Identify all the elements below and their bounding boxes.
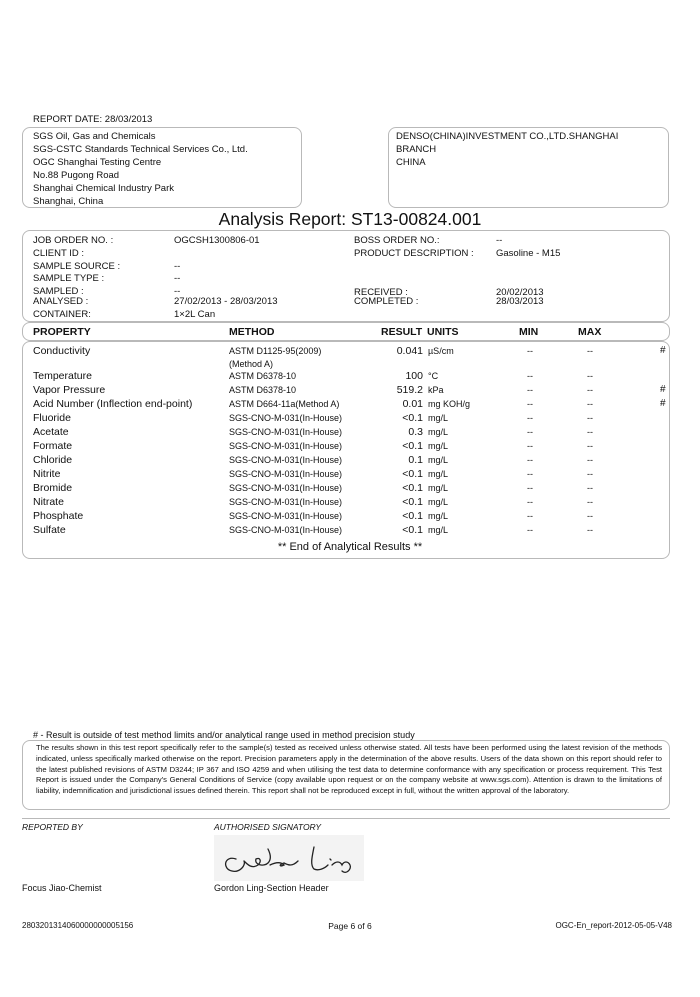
job-order-value: OGCSH1300806-01 (174, 235, 260, 246)
result-cell: <0.1 (402, 510, 423, 522)
max-cell: -- (587, 441, 593, 451)
unit-cell: kPa (428, 385, 444, 395)
table-row (0, 509, 700, 524)
result-cell: <0.1 (402, 482, 423, 494)
method-cell: SGS-CNO-M-031(In-House) (229, 511, 343, 521)
result-cell: <0.1 (402, 524, 423, 536)
lab-address (33, 130, 248, 208)
handwritten-signature (214, 835, 364, 881)
max-cell: -- (587, 483, 593, 493)
method-cell: SGS-CNO-M-031(In-House) (229, 413, 343, 423)
container-label: CONTAINER: (33, 309, 91, 320)
property-cell: Conductivity (33, 345, 91, 357)
property-cell: Nitrite (33, 468, 61, 480)
method-cell-continued: (Method A) (229, 359, 274, 369)
min-cell: -- (527, 427, 533, 437)
property-cell: Sulfate (33, 524, 66, 536)
sample-source-value: -- (174, 261, 181, 272)
unit-cell: mg/L (428, 525, 449, 535)
header-max: MAX (578, 326, 602, 338)
method-cell: SGS-CNO-M-031(In-House) (229, 427, 343, 437)
received-value: 20/02/2013 (496, 287, 544, 298)
method-cell: SGS-CNO-M-031(In-House) (229, 441, 343, 451)
completed-value: 28/03/2013 (496, 296, 544, 307)
result-cell: 519.2 (396, 384, 423, 396)
property-cell: Formate (33, 440, 73, 452)
signature-divider (22, 818, 670, 819)
product-desc-value: Gasoline - M15 (496, 248, 561, 259)
result-cell: 100 (405, 370, 423, 382)
lab-address-line: No.88 Pugong Road (33, 170, 120, 181)
authorised-name: Gordon Ling-Section Header (214, 883, 329, 893)
min-cell: -- (527, 399, 533, 409)
max-cell: -- (587, 385, 593, 395)
lab-address-line: SGS Oil, Gas and Chemicals (33, 131, 156, 142)
max-cell: -- (587, 371, 593, 381)
max-cell: -- (587, 399, 593, 409)
client-address (396, 130, 618, 169)
max-cell: -- (587, 427, 593, 437)
table-row (0, 481, 700, 496)
min-cell: -- (527, 511, 533, 521)
template-id: OGC-En_report-2012-05-05-V48 (555, 921, 672, 930)
lab-address-line: Shanghai Chemical Industry Park (33, 183, 174, 194)
min-cell: -- (527, 371, 533, 381)
header-units: UNITS (427, 326, 459, 338)
unit-cell: µS/cm (428, 346, 454, 356)
min-cell: -- (527, 483, 533, 493)
min-cell: -- (527, 525, 533, 535)
min-cell: -- (527, 441, 533, 451)
result-cell: 0.3 (408, 426, 423, 438)
unit-cell: mg/L (428, 483, 449, 493)
method-cell: ASTM D1125-95(2009) (229, 346, 322, 356)
property-cell: Nitrate (33, 496, 64, 508)
min-cell: -- (527, 346, 533, 356)
property-cell: Vapor Pressure (33, 384, 106, 396)
unit-cell: mg/L (428, 455, 449, 465)
analysed-label: ANALYSED : (33, 296, 89, 307)
unit-cell: mg/L (428, 469, 449, 479)
product-desc-label: PRODUCT DESCRIPTION : (354, 248, 474, 259)
unit-cell: mg KOH/g (428, 399, 471, 409)
result-cell: 0.041 (396, 345, 423, 357)
table-row (0, 411, 700, 426)
min-cell: -- (527, 469, 533, 479)
boss-order-label: BOSS ORDER NO.: (354, 235, 440, 246)
header-method: METHOD (229, 326, 275, 338)
method-cell: SGS-CNO-M-031(In-House) (229, 455, 343, 465)
method-cell: SGS-CNO-M-031(In-House) (229, 525, 343, 535)
max-cell: -- (587, 497, 593, 507)
min-cell: -- (527, 385, 533, 395)
doc-number-suffix: 5156 (115, 921, 134, 930)
authorised-label: AUTHORISED SIGNATORY (214, 822, 322, 832)
report-title: Analysis Report: ST13-00824.001 (218, 209, 482, 229)
min-cell: -- (527, 413, 533, 423)
max-cell: -- (587, 525, 593, 535)
property-cell: Acid Number (Inflection end-point) (33, 398, 193, 410)
min-cell: -- (527, 497, 533, 507)
result-cell: <0.1 (402, 496, 423, 508)
footnote: # - Result is outside of test method limits and/or analytical range used in method precision study (33, 730, 415, 740)
boss-order-value: -- (496, 235, 503, 246)
disclaimer: The results shown in this test report specifically refer to the sample(s) tested as received unless otherwise stated. All tests have been performed using the latest revision of the methods indicated, unless specifically marked otherwise on the report. Precision parameters apply in the determination of the above results. Users of the data shown on this report should refer to the latest published revisions of ASTM D3244; IP 367 and ISO 4259 and when utilising the test data to determine conformance with any specification or process requirement. This Test Report is issued under the Company's General Conditions of Service (copy available upon request or on the company website at www.sgs.com). Attention is drawn to the limitations of liability, indemnification and jurisdictional issues defined therein. This report shall not be reproduced except in full, without the written approval of the laboratory. (36, 743, 662, 796)
result-cell: <0.1 (402, 440, 423, 452)
table-row (0, 369, 700, 384)
max-cell: -- (587, 413, 593, 423)
table-header-row (0, 325, 700, 340)
lab-address-line: SGS-CSTC Standards Technical Services Co., Ltd. (33, 144, 248, 155)
flag-cell: # (660, 384, 666, 395)
property-cell: Acetate (33, 426, 69, 438)
reported-by-label: REPORTED BY (22, 822, 83, 832)
container-value: 1×2L Can (174, 309, 216, 320)
table-row (0, 523, 700, 538)
analysed-value: 27/02/2013 - 28/03/2013 (174, 296, 278, 307)
table-row (0, 467, 700, 482)
max-cell: -- (587, 346, 593, 356)
method-cell: ASTM D6378-10 (229, 385, 297, 395)
end-of-results: ** End of Analytical Results ** (277, 541, 423, 553)
table-row (0, 425, 700, 440)
lab-address-line: Shanghai, China (33, 196, 104, 207)
completed-label: COMPLETED : (354, 296, 419, 307)
sample-type-value: -- (174, 273, 181, 284)
sample-type-label: SAMPLE TYPE : (33, 273, 105, 284)
table-row (0, 397, 700, 412)
table-row (0, 453, 700, 468)
unit-cell: mg/L (428, 511, 449, 521)
report-date: REPORT DATE: 28/03/2013 (33, 114, 153, 125)
sampled-value: -- (174, 286, 181, 297)
info-box (22, 230, 670, 322)
method-cell: SGS-CNO-M-031(In-House) (229, 469, 343, 479)
client-address-line: DENSO(CHINA)INVESTMENT CO.,LTD.SHANGHAI (396, 131, 619, 142)
table-row (0, 344, 700, 369)
max-cell: -- (587, 455, 593, 465)
job-order-label: JOB ORDER NO. : (33, 235, 114, 246)
header-min: MIN (519, 326, 539, 338)
client-id-label: CLIENT ID : (33, 248, 85, 259)
result-cell: <0.1 (402, 468, 423, 480)
lab-address-line: OGC Shanghai Testing Centre (33, 157, 162, 168)
method-cell: ASTM D664-11a(Method A) (229, 399, 340, 409)
flag-cell: # (660, 398, 666, 409)
property-cell: Fluoride (33, 412, 71, 424)
page-number: Page 6 of 6 (328, 921, 372, 931)
property-cell: Temperature (33, 370, 92, 382)
min-cell: -- (527, 455, 533, 465)
flag-cell: # (660, 345, 666, 356)
unit-cell: mg/L (428, 427, 449, 437)
unit-cell: mg/L (428, 497, 449, 507)
sampled-label: SAMPLED : (33, 286, 84, 297)
max-cell: -- (587, 469, 593, 479)
unit-cell: mg/L (428, 413, 449, 423)
method-cell: ASTM D6378-10 (229, 371, 297, 381)
unit-cell: °C (428, 371, 439, 381)
result-cell: 0.01 (402, 398, 423, 410)
result-cell: <0.1 (402, 412, 423, 424)
method-cell: SGS-CNO-M-031(In-House) (229, 497, 343, 507)
property-cell: Phosphate (33, 510, 84, 522)
table-row (0, 439, 700, 454)
property-cell: Bromide (33, 482, 73, 494)
header-property: PROPERTY (33, 326, 91, 338)
property-cell: Chloride (33, 454, 73, 466)
sample-source-label: SAMPLE SOURCE : (33, 261, 121, 272)
client-address-line: CHINA (396, 157, 426, 168)
header-result: RESULT (381, 326, 423, 338)
result-cell: 0.1 (408, 454, 423, 466)
table-row (0, 495, 700, 510)
table-row (0, 383, 700, 398)
unit-cell: mg/L (428, 441, 449, 451)
doc-number-main: 280320131406000000000 (22, 921, 116, 930)
max-cell: -- (587, 511, 593, 521)
client-address-line: BRANCH (396, 144, 437, 155)
reported-by-name: Focus Jiao-Chemist (22, 883, 102, 893)
method-cell: SGS-CNO-M-031(In-House) (229, 483, 343, 493)
received-label: RECEIVED : (354, 287, 408, 298)
